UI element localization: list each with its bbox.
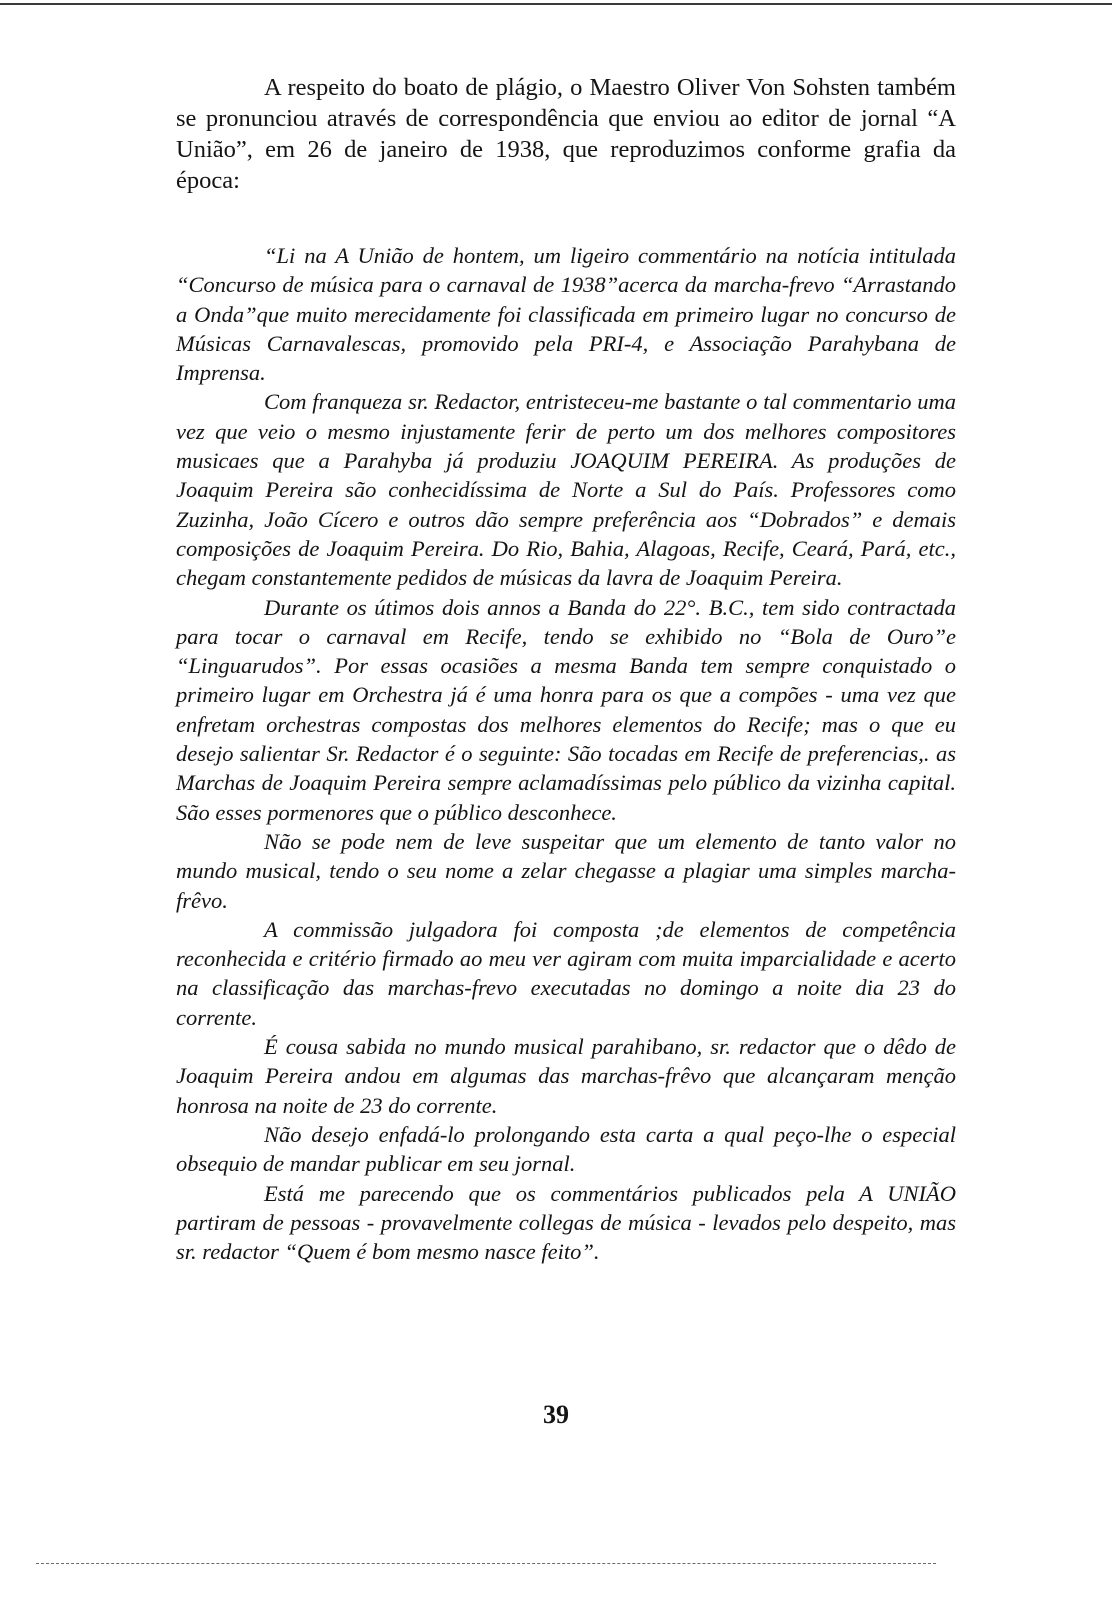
letter-paragraph-2: Com franqueza sr. Redactor, entristeceu-me bastante o tal commentario uma vez que veio o mesmo injustamente ferir de perto um dos melhores compositores musicaes que a Parahyba já produziu JOAQUIM PEREIRA. As produções de Joaquim Pereira são conhecidíssima de Norte a Sul do País. Professores como Zuzinha, João Cícero e outros dão sempre preferência aos “Dobrados” e demais composições de Joaquim Pereira. Do Rio, Bahia, Alagoas, Recife, Ceará, Pará, etc., chegam constantemente pedidos de músicas da lavra de Joaquim Pereira. [176,389,956,591]
quoted-letter [176,241,956,1266]
intro-paragraph: A respeito do boato de plágio, o Maestro Oliver Von Sohsten também se pronunciou através de correspondência que enviou ao editor de jornal “A União”, em 26 de janeiro de 1938, que reproduzimos conforme grafia da época: [176,74,956,194]
letter-paragraph-4: Não se pode nem de leve suspeitar que um elemento de tanto valor no mundo musical, tendo o seu nome a zelar chegasse a plagiar uma simples marcha-frêvo. [176,828,956,913]
letter-paragraph-8: Está me parecendo que os commentários publicados pela A UNIÃO partiram de pessoas - provavelmente collegas de música - levados pelo despeito, mas sr. redactor “Quem é bom mesmo nasce feito”. [176,1180,956,1265]
page-number: 39 [543,1400,569,1429]
letter-paragraph-1: “Li na A União de hontem, um ligeiro commentário na notícia intitulada “Concurso de música para o carnaval de 1938”acerca da marcha-frevo “Arrastando a Onda”que muito merecidamente foi classificada em primeiro lugar no concurso de Músicas Carnavalescas, promovido pela PRI-4, e Associação Parahybana de Imprensa. [176,243,956,386]
scan-edge-rule [0,3,1112,5]
letter-paragraph-5: A commissão julgadora foi composta ;de elementos de competência reconhecida e critério firmado ao meu ver agiram com muita imparcialidade e acerto na classificação das marchas-frevo executadas no domingo a noite dia 23 do corrente. [176,916,956,1030]
letter-paragraph-6: É cousa sabida no mundo musical parahibano, sr. redactor que o dêdo de Joaquim Pereira andou em algumas das marchas-frêvo que alcançaram menção honrosa na noite de 23 do corrente. [176,1034,956,1118]
scan-bottom-rule [36,1563,936,1564]
document-page [176,72,956,1266]
letter-paragraph-7: Não desejo enfadá-lo prolongando esta carta a qual peço-lhe o especial obsequio de mandar publicar em seu jornal. [176,1121,956,1177]
letter-paragraph-3: Durante os útimos dois annos a Banda do 22°. B.C., tem sido contractada para tocar o carnaval em Recife, tendo se exhibido no “Bola de Ouro”e “Linguarudos”. Por essas ocasiões a mesma Banda tem sempre conquistado o primeiro lugar em Orchestra já é uma honra para os que a compões - uma vez que enfretam orchestras compostas dos melhores elementos do Recife; mas o que eu desejo salientar Sr. Redactor é o seguinte: São tocadas em Recife de preferencias,. as Marchas de Joaquim Pereira sempre aclamadíssimas pelo público da vizinha capital. São esses pormenores que o público desconhece. [176,594,956,825]
